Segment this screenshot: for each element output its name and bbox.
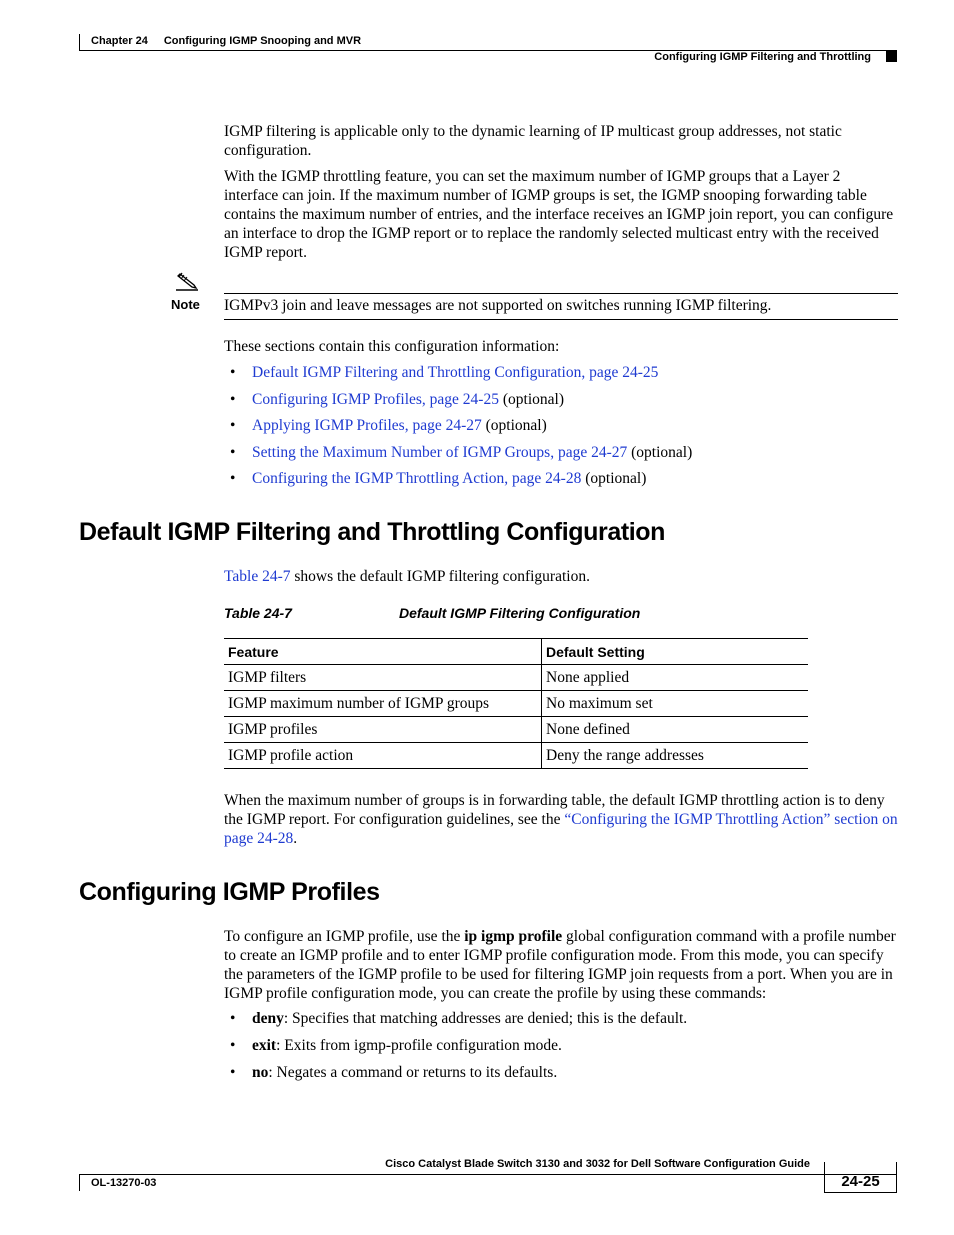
- header-chapter: [91, 35, 361, 47]
- table-cell: IGMP filters: [224, 665, 542, 691]
- link-table-24-7[interactable]: Table 24-7: [224, 568, 291, 585]
- link-applying-profiles[interactable]: Applying IGMP Profiles, page 24-27: [252, 417, 482, 434]
- note-label: Note: [171, 297, 200, 312]
- footer-left-rule: [79, 1174, 80, 1191]
- footer-rule: [79, 1174, 897, 1175]
- column-header-default-setting: Default Setting: [542, 639, 809, 665]
- intro-block: [224, 122, 898, 262]
- command-deny: deny: [252, 1010, 284, 1027]
- default-config-table: [224, 638, 808, 769]
- header-block-marker: [886, 51, 897, 62]
- heading-default-config: Default IGMP Filtering and Throttling Configuration: [79, 518, 666, 546]
- table-cell: Deny the range addresses: [542, 743, 809, 769]
- link-throttling-action[interactable]: Configuring the IGMP Throttling Action, page 24-28: [252, 470, 582, 487]
- sections-intro: These sections contain this configuration information:: [224, 338, 560, 355]
- list-item: • Configuring the IGMP Throttling Action, page 24-28 (optional): [230, 470, 647, 487]
- section-link-list: [224, 363, 898, 488]
- column-header-feature: Feature: [224, 639, 542, 665]
- link-throttling-action-section[interactable]: “Configuring the IGMP Throttling Action” section on page 24-28: [224, 811, 898, 847]
- heading-configuring-profiles: Configuring IGMP Profiles: [79, 878, 380, 906]
- table-cell: IGMP profiles: [224, 717, 542, 743]
- link-default-config[interactable]: Default IGMP Filtering and Throttling Configuration, page 24-25: [252, 364, 659, 381]
- note-top-rule: [224, 293, 898, 294]
- table-caption: [224, 605, 640, 621]
- table-cell: IGMP profile action: [224, 743, 542, 769]
- list-item: • Default IGMP Filtering and Throttling Configuration, page 24-25: [230, 364, 659, 381]
- chapter-title: Configuring IGMP Snooping and MVR: [163, 35, 362, 47]
- table-row: [224, 717, 808, 743]
- note-text: IGMPv3 join and leave messages are not supported on switches running IGMP filtering.: [224, 297, 772, 314]
- note-bottom-rule: [224, 319, 898, 320]
- footer-doc-number: OL-13270-03: [91, 1177, 157, 1189]
- profile-command-list: [224, 1009, 898, 1082]
- table-header-row: [224, 639, 808, 665]
- link-configuring-profiles[interactable]: Configuring IGMP Profiles, page 24-25: [252, 390, 499, 408]
- table-cell: None defined: [542, 717, 809, 743]
- list-item: • deny: Specifies that matching addresses are denied; this is the default.: [230, 1010, 688, 1027]
- list-item: • Configuring IGMP Profiles, page 24-25 (optional): [230, 390, 564, 408]
- list-item: • Applying IGMP Profiles, page 24-27 (optional): [230, 417, 547, 434]
- header-section-title: Configuring IGMP Filtering and Throttling: [654, 51, 871, 63]
- command-no: no: [252, 1064, 269, 1081]
- table-row: [224, 743, 808, 769]
- command-exit: exit: [252, 1037, 277, 1054]
- table-reference-line: Table 24-7 shows the default IGMP filtering configuration.: [224, 568, 590, 585]
- table-row: [224, 691, 808, 717]
- link-max-groups[interactable]: Setting the Maximum Number of IGMP Groups, page 24-27: [252, 443, 628, 461]
- throttling-default-paragraph: When the maximum number of groups is in forwarding table, the default IGMP throttling action is to deny the IGMP report. For configuration guidelines, see the “Configuring the IGMP Throttling Action” section on page 24-28.: [224, 792, 898, 847]
- table-cell: No maximum set: [542, 691, 809, 717]
- header-left-rule: [79, 34, 80, 51]
- pencil-note-icon: [174, 270, 200, 292]
- table-cell: IGMP maximum number of IGMP groups: [224, 691, 542, 717]
- table-cell: None applied: [542, 665, 809, 691]
- intro-paragraph-1: IGMP filtering is applicable only to the dynamic learning of IP multicast group addresses, not static configuration.: [224, 123, 842, 159]
- command-ip-igmp-profile: ip igmp profile: [464, 928, 563, 945]
- table-caption-title: Default IGMP Filtering Configuration: [398, 605, 641, 621]
- list-item: • Setting the Maximum Number of IGMP Groups, page 24-27 (optional): [230, 443, 693, 461]
- list-item: • no: Negates a command or returns to its defaults.: [230, 1064, 558, 1081]
- table-caption-number: Table 24-7: [224, 605, 292, 621]
- page-number: 24-25: [841, 1173, 880, 1190]
- chapter-number: Chapter 24: [91, 35, 148, 47]
- intro-paragraph-2: With the IGMP throttling feature, you can set the maximum number of IGMP groups that a Layer 2 interface can join. If the maximum number of IGMP groups is set, the IGMP snooping forwarding table contains the maximum number of entries, and the interface receives an IGMP join report, you can configure an interface to drop the IGMP report or to replace the randomly selected multicast entry with the received IGMP report.: [224, 168, 894, 261]
- table-row: [224, 665, 808, 691]
- list-item: • exit: Exits from igmp-profile configuration mode.: [230, 1037, 562, 1054]
- profiles-paragraph: To configure an IGMP profile, use the ip igmp profile global configuration command with a profile number to create an IGMP profile and to enter IGMP profile configuration mode. From this mode, you can specify the parameters of the IGMP profile to be used for filtering IGMP join requests from a port. When you are in IGMP profile configuration mode, you can create the profile by using these commands:: [224, 928, 896, 1002]
- footer-guide-title: Cisco Catalyst Blade Switch 3130 and 3032 for Dell Software Configuration Guide: [385, 1158, 810, 1170]
